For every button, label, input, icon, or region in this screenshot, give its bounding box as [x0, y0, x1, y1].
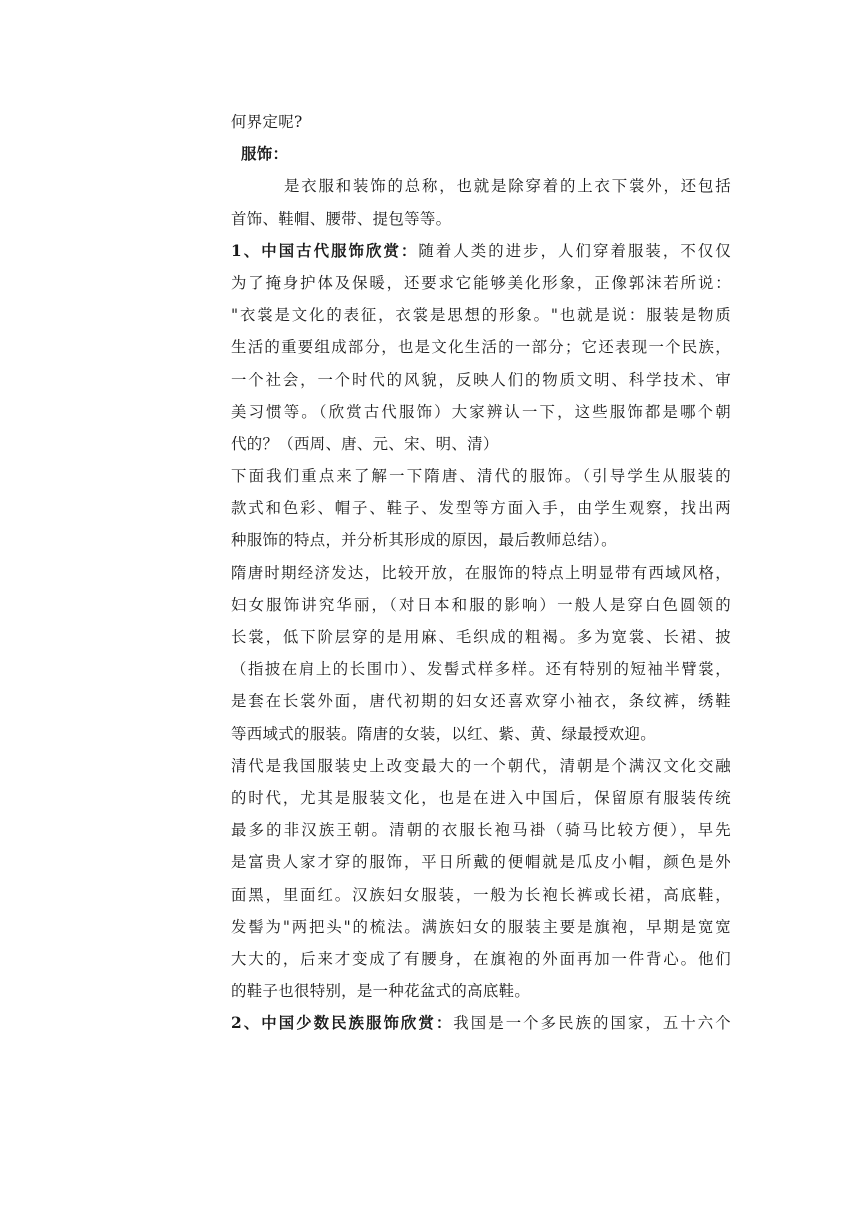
text-line [231, 718, 731, 750]
text-line [231, 460, 731, 492]
text-segment: ）。 [593, 531, 617, 550]
text-line [231, 106, 731, 138]
text-segment: 是富贵人家才穿的服饰，平日所戴的便帽就是瓜皮小帽，颜色是外 [231, 853, 731, 872]
text-line [231, 653, 731, 685]
text-segment: 长裳，低下阶层穿的是用麻、毛织成的粗褐。多为宽裳、长裙、披 [231, 628, 731, 646]
text-line [231, 396, 731, 428]
inline-link[interactable]: 学生 [594, 499, 629, 518]
text-segment: 发髻为"两把头"的梳法。满族妇女的服装主要是旗袍，早期是宽宽 [231, 917, 731, 936]
text-segment: 最多的非汉族王朝。清朝的衣服长袍马褂（骑马比较方便），早先 [231, 821, 731, 840]
text-line [231, 589, 731, 621]
text-line [231, 750, 731, 782]
text-line [231, 911, 731, 943]
document-body [231, 106, 731, 1039]
text-segment: 技术、审 [663, 370, 731, 389]
text-segment: 我国是一个多民族的国家，五十六个 [453, 1014, 731, 1033]
text-segment: 隋唐时期经济发达，比较开放，在服饰的特点上明显带有西域风格， [231, 563, 731, 582]
text-segment: 是套在长裳外面，唐代初期的妇女还喜欢穿小袖衣，条纹裤，绣鞋 [231, 692, 731, 711]
section-heading: 1、中国古代服饰欣赏： [231, 241, 419, 260]
section-heading: 服饰： [241, 145, 289, 164]
text-line [231, 782, 731, 814]
text-segment: 生活的重要组成部分，也是文化生活的一部分；它还表现一个民族， [231, 338, 731, 357]
text-segment: 首饰、鞋帽、腰带、提包等等。 [231, 209, 452, 228]
text-line [231, 814, 731, 846]
text-segment: 大大的，后来才变成了有腰身，在旗袍的外面再加一件背心。他们 [231, 949, 731, 968]
text-segment: 种服饰的特点，并分析其形成的原因，最后教师 [231, 531, 562, 550]
text-segment: 一个社会，一个时代的风貌，反映人们的物质文明、 [231, 370, 629, 389]
text-line [231, 685, 731, 717]
text-line [231, 943, 731, 975]
text-line [231, 364, 731, 396]
text-segment: 下面我们重点来了解一下隋唐、清代的服饰。（引导学生从服装的 [231, 467, 731, 486]
text-segment: 随着人类的进步，人们穿着服装，不仅仅 [418, 241, 731, 260]
text-line [231, 267, 731, 299]
inline-link[interactable]: 科学 [628, 370, 664, 389]
text-segment: 观察，找出两 [628, 499, 731, 518]
section-heading: 2、中国少数民族服饰欣赏： [231, 1014, 454, 1033]
text-segment: 是衣服和装饰的总称，也就是除穿着的上衣下裳外，还包括 [284, 177, 731, 196]
text-line [231, 1007, 731, 1039]
text-line [231, 846, 731, 878]
text-line [231, 203, 731, 235]
text-line [231, 235, 731, 267]
text-line [231, 879, 731, 911]
text-line [231, 331, 731, 363]
text-line [231, 975, 731, 1007]
text-segment: 的鞋子也很特别，是一种花盆式的高底鞋。 [231, 982, 531, 1001]
text-segment: 美习惯等。（欣赏古代服饰）大家辨认一下，这些服饰都是哪个朝 [231, 402, 731, 421]
text-line [231, 138, 731, 170]
text-segment: 妇女服饰讲究华丽，（对日本和服的影响）一般人是穿白色圆领的 [231, 595, 731, 614]
text-segment: 清代是我国服装史上改变最大的一个朝代，清朝是个满汉文化交融 [231, 756, 731, 775]
text-line [231, 621, 731, 653]
text-line [231, 557, 731, 589]
text-line [231, 524, 731, 556]
text-segment: 等西域式的服装。隋唐的女装，以红、紫、黄、绿最授欢迎。 [231, 724, 656, 743]
text-line [231, 299, 731, 331]
text-segment: 的时代，尤其是服装文化，也是在进入中国后，保留原有服装传统 [231, 788, 731, 807]
text-segment: 面黑，里面红。汉族妇女服装，一般为长袍长裤或长裙，高底鞋， [231, 885, 731, 904]
text-line [231, 428, 731, 460]
inline-link[interactable]: 总结 [561, 531, 594, 550]
text-segment: 何界定呢? [231, 113, 303, 131]
text-segment: 款式和色彩、帽子、鞋子、发型等方面入手，由 [231, 499, 595, 518]
text-line [231, 170, 731, 202]
text-segment: 代的？（西周、唐、元、宋、明、清） [231, 434, 499, 453]
text-segment: 为了掩身护体及保暖，还要求它能够美化形象，正像郭沫若所说： [231, 273, 731, 292]
text-segment: （指披在肩上的长围巾）、发髻式样多样。还有特别的短袖半臂裳， [231, 660, 731, 679]
text-segment: "衣裳是文化的表征，衣裳是思想的形象。"也就是说：服装是物质 [231, 306, 731, 325]
text-line [231, 492, 731, 524]
